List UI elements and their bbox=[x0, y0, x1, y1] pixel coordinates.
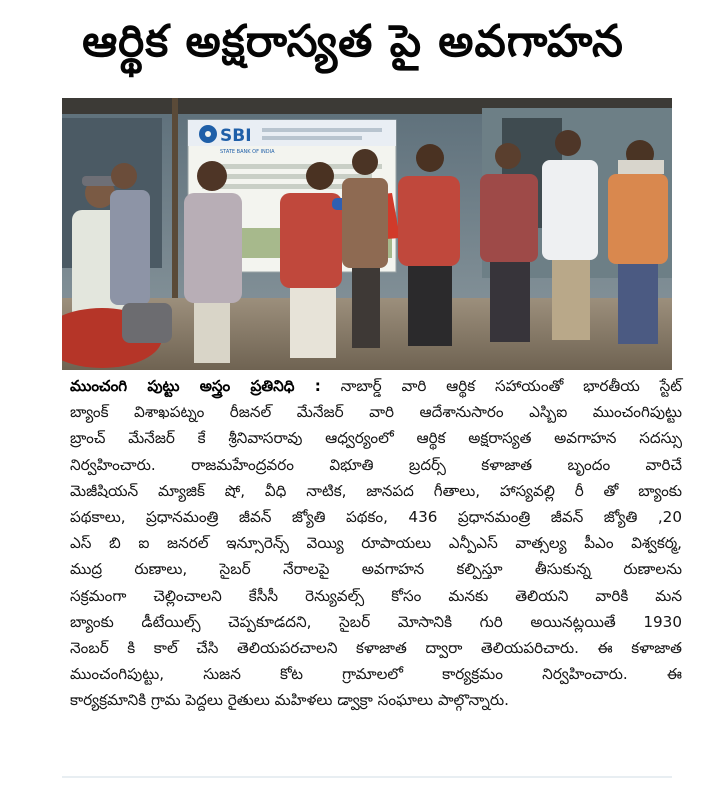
banner-subtitle: STATE BANK OF INDIA bbox=[220, 149, 275, 155]
banner-brand: SBI bbox=[220, 126, 252, 146]
article-line: మెజీషియన్ మ్యాజిక్ షో, వీధి నాటిక, జానపద గీతాలు, హాస్యవల్లి రీ తో బ్యాంకు bbox=[70, 481, 682, 500]
article-line: బ్యాంక్ విశాఖపట్నం రీజనల్ మేనేజర్ వారి ఆదేశానుసారం ఎస్బిఐ ముంచంగిపుట్టు bbox=[70, 403, 682, 422]
footer-divider bbox=[62, 776, 672, 778]
article-body bbox=[70, 373, 682, 713]
article-line: నెంబర్ కి కాల్ చేసి తెలియపరచాలని కళాజాత ద్వారా తెలియపరిచారు. ఈ కళాజాత bbox=[70, 638, 682, 657]
article-line: బ్రాంచ్ మేనేజర్ కే శ్రీనివాసరావు ఆధ్వర్యంలో ఆర్థిక అక్షరాస్యత అవగాహన సదస్సు bbox=[70, 429, 682, 448]
article-line: సక్రమంగా చెల్లించాలని కేసీసీ రెన్యువల్స్ కోసం మనకు తెలియని వారికి మన bbox=[70, 586, 682, 605]
headline: ఆర్థిక అక్షరాస్యత పై అవగాహన bbox=[82, 16, 624, 67]
article-line-text: నాబార్డ్ వారి ఆర్థిక సహాయంతో భారతీయ స్టేట్ bbox=[320, 377, 682, 395]
article-line: ముంచంగిపుట్టు, సుజన కోట గ్రామాలలో కార్యక్రమం నిర్వహించారు. ఈ bbox=[70, 665, 682, 684]
dateline: ముంచంగి పుట్టు అస్త్రం ప్రతినిధి : bbox=[70, 377, 321, 395]
news-photo bbox=[62, 98, 672, 370]
article-line: కార్యక్రమానికి గ్రామ పెద్దలు రైతులు మహిళలు డ్వాక్రా సంఘాలు పాల్గొన్నారు. bbox=[70, 691, 509, 710]
article-line: బ్యాంకు డీటేయిల్స్ చెప్పకూడదని, సైబర్ మోసానికి గురి అయినట్లయితే 1930 bbox=[70, 612, 682, 631]
article-line: ఎస్ బి ఐ జనరల్ ఇన్సూరెన్స్ వెయ్యి రూపాయలు ఎన్పీఎస్ వాత్సల్య పీఎం విశ్వకర్మ, bbox=[70, 534, 682, 553]
article-line: ముద్ర రుణాలు, సైబర్ నేరాలపై అవగాహన కల్పిస్తూ తీసుకున్న రుణాలను bbox=[70, 560, 682, 579]
article-line: పథకాలు, ప్రధానమంత్రి జీవన్ జ్యోతి పథకం, 436 ప్రధానమంత్రి జీవన్ జ్యోతి ,20 bbox=[70, 507, 682, 526]
article-line: నిర్వహించారు. రాజమహేంద్రవరం విభూతి బ్రదర్స్ కళాజాత బృందం వారిచే bbox=[70, 455, 682, 474]
article-line bbox=[70, 373, 682, 399]
